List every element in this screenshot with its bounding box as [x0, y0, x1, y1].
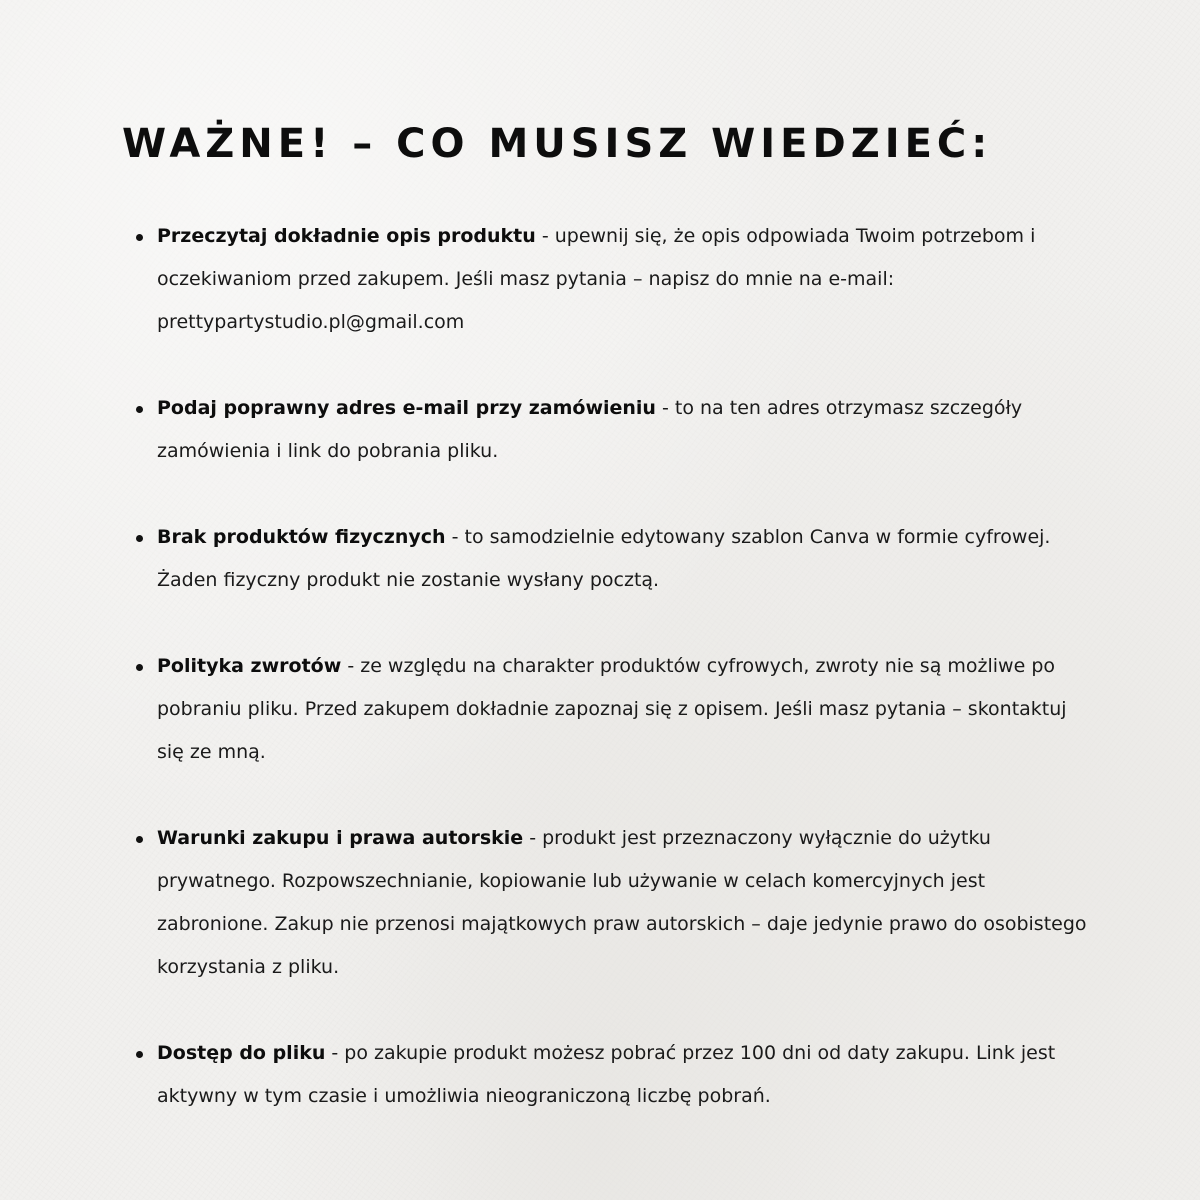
item-lead: Warunki zakupu i prawa autorskie — [157, 827, 524, 849]
bullet-icon — [136, 1051, 143, 1058]
bullet-icon — [136, 406, 143, 413]
item-text: - to na ten adres otrzymasz szczegóły zamówienia i link do pobrania pliku. — [157, 397, 1023, 462]
item-text: - upewnij się, że opis odpowiada Twoim potrzebom i oczekiwaniom przed zakupem. Jeśli masz pytania – napisz do mnie na e-mail: prettypartystudio.pl@gmail.com — [157, 225, 1036, 333]
item-lead: Brak produktów fizycznych — [157, 526, 446, 548]
item-lead: Polityka zwrotów — [157, 655, 342, 677]
list-item-file-access — [157, 1032, 1087, 1118]
bullet-icon — [136, 535, 143, 542]
item-lead: Dostęp do pliku — [157, 1042, 326, 1064]
list-item-product-description — [157, 215, 1087, 344]
item-text: - po zakupie produkt możesz pobrać przez 100 dni od daty zakupu. Link jest aktywny w tym czasie i umożliwia nieograniczoną liczbę pobrań. — [157, 1042, 1056, 1107]
item-lead: Przeczytaj dokładnie opis produktu — [157, 225, 536, 247]
bullet-icon — [136, 234, 143, 241]
list-item-email — [157, 387, 1087, 473]
bullet-icon — [136, 664, 143, 671]
item-lead: Podaj poprawny adres e-mail przy zamówieniu — [157, 397, 656, 419]
list-item-terms-copyright — [157, 817, 1087, 989]
item-text: - produkt jest przeznaczony wyłącznie do użytku prywatnego. Rozpowszechnianie, kopiowanie lub używanie w celach komercyjnych jest zabronione. Zakup nie przenosi majątkowych praw autorskich – daje jedynie prawo do osobistego korzystania z pliku. — [157, 827, 1087, 978]
item-text: - to samodzielnie edytowany szablon Canva w formie cyfrowej. Żaden fizyczny produkt nie zostanie wysłany pocztą. — [157, 526, 1051, 591]
list-item-no-physical-products — [157, 516, 1087, 602]
page-title: WAŻNE! – CO MUSISZ WIEDZIEĆ: — [122, 121, 993, 167]
info-list — [157, 215, 1087, 1118]
bullet-icon — [136, 836, 143, 843]
list-item-return-policy — [157, 645, 1087, 774]
item-text: - ze względu na charakter produktów cyfrowych, zwroty nie są możliwe po pobraniu pliku. Przed zakupem dokładnie zapoznaj się z opisem. Jeśli masz pytania – skontaktuj się ze mną. — [157, 655, 1067, 763]
